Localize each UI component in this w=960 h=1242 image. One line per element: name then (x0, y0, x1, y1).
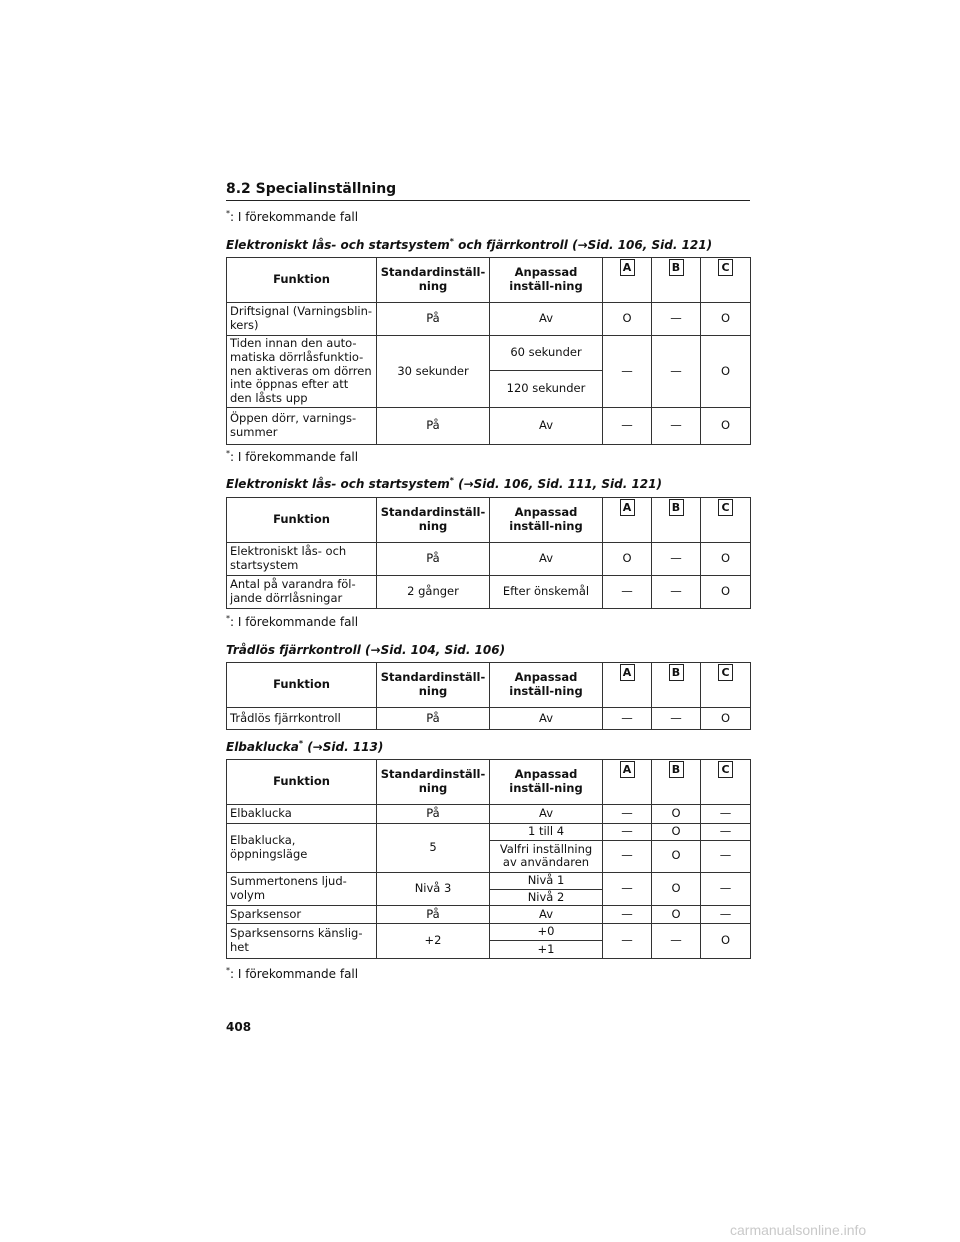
page-number: 408 (226, 1020, 252, 1034)
table-row: Valfri inställning av användaren — O — (227, 840, 751, 872)
key-a-icon: A (620, 499, 635, 516)
table-row: 120 sekunder (227, 371, 751, 408)
table2 (226, 497, 751, 609)
table-header-row: Funktion Standardinställ-ning Anpassad inställ-ning A B C (227, 663, 751, 708)
key-b-icon: B (669, 259, 684, 276)
table-header-row: Funktion Standardinställ-ning Anpassad inställ-ning A B C (227, 258, 751, 303)
table-row: +1 (227, 941, 751, 959)
table1-title: Elektroniskt lås- och startsystem* och fjärrkontroll (→Sid. 106, Sid. 121) (226, 237, 713, 252)
watermark: carmanualsonline.info (730, 1222, 867, 1238)
table2-title: Elektroniskt lås- och startsystem* (→Sid. 106, Sid. 111, Sid. 121) (226, 476, 662, 491)
table3 (226, 662, 751, 730)
key-b-icon: B (669, 761, 684, 778)
table-row: Trådlös fjärrkontroll På Av — — O (227, 708, 751, 730)
table-row: Tiden innan den auto-matiska dörrlåsfunktio-nen aktiveras om dörren inte öppnas efter att den låsts upp 30 sekunder 60 sekunder — — O (227, 336, 751, 371)
table-row: Summertonens ljud-volym Nivå 3 Nivå 1 — O — (227, 872, 751, 889)
table-row: Sparksensor På Av — O — (227, 906, 751, 924)
key-c-icon: C (718, 664, 733, 681)
table1 (226, 257, 751, 445)
table-row: Elbaklucka, öppningsläge 5 1 till 4 — O — (227, 824, 751, 841)
key-a-icon: A (620, 664, 635, 681)
table-header-row: Funktion Standardinställ-ning Anpassad inställ-ning A B C (227, 498, 751, 543)
key-c-icon: C (718, 761, 733, 778)
table4 (226, 759, 751, 959)
footnote: *: I förekommande fall (226, 966, 359, 981)
table-row: Elbaklucka På Av — O — (227, 805, 751, 824)
key-a-icon: A (620, 761, 635, 778)
key-c-icon: C (718, 259, 733, 276)
key-b-icon: B (669, 664, 684, 681)
table-row: Elektroniskt lås- och startsystem På Av O — O (227, 543, 751, 576)
table-row: Sparksensorns känslig-het +2 +0 — — O (227, 924, 751, 941)
key-c-icon: C (718, 499, 733, 516)
table3-title: Trådlös fjärrkontroll (→Sid. 104, Sid. 106) (226, 643, 506, 657)
table-row: Öppen dörr, varnings-summer På Av — — O (227, 407, 751, 444)
footnote: *: I förekommande fall (226, 449, 359, 464)
section-title: 8.2 Specialinställning (226, 181, 397, 197)
table-row: Driftsignal (Varningsblin-kers) På Av O — O (227, 303, 751, 336)
section-header (226, 178, 750, 201)
table-header-row: Funktion Standardinställ-ning Anpassad inställ-ning A B C (227, 760, 751, 805)
footnote: *: I förekommande fall (226, 614, 359, 629)
key-b-icon: B (669, 499, 684, 516)
table-row: Antal på varandra föl-jande dörrlåsningar 2 gånger Efter önskemål — — O (227, 576, 751, 609)
footnote: *: I förekommande fall (226, 209, 359, 224)
key-a-icon: A (620, 259, 635, 276)
table4-title: Elbaklucka* (→Sid. 113) (226, 739, 384, 754)
table-row: Nivå 2 (227, 889, 751, 906)
